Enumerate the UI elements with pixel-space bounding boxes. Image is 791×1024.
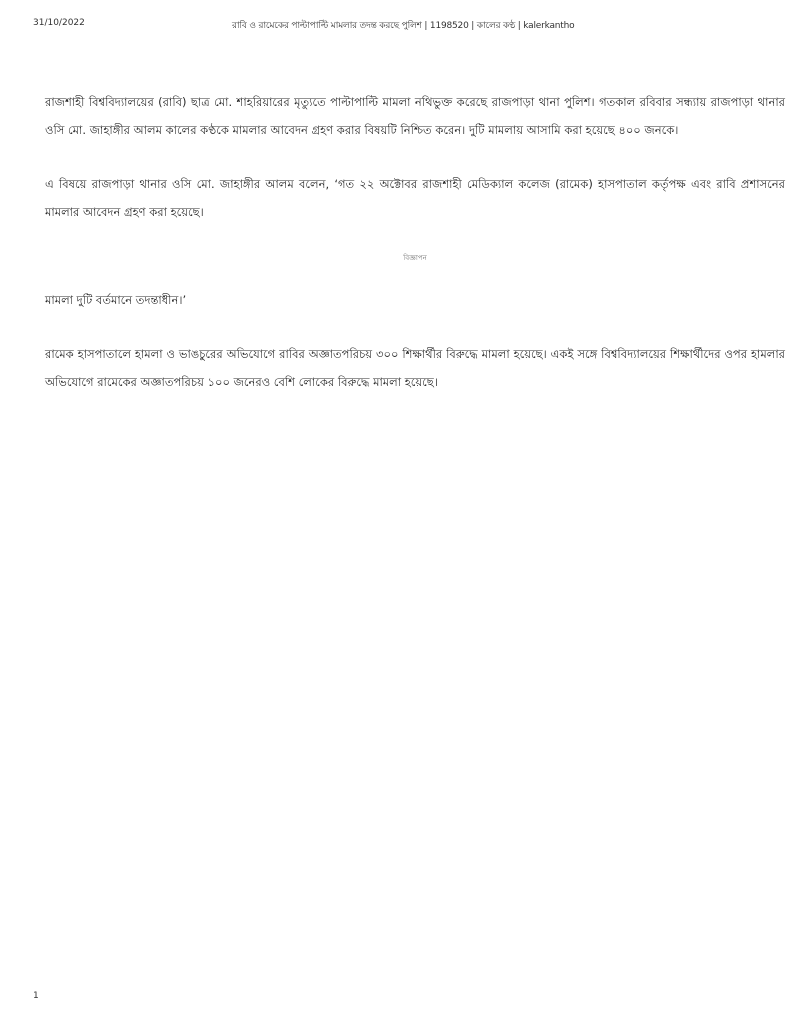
page-number: 1 [33,991,39,1001]
print-title: রাবি ও রামেকের পাল্টাপাল্টি মামলার তদন্ত করছে পুলিশ | 1198520 | কালের কণ্ঠ | kalerkantho [232,21,575,31]
article-body [45,88,785,422]
article-paragraph: মামলা দুটি বর্তমানে তদন্তাধীন।’ [45,293,187,307]
print-header [0,18,791,34]
print-date: 31/10/2022 [33,18,85,28]
article-paragraph: রাজশাহী বিশ্ববিদ্যালয়ের (রাবি) ছাত্র মো. শাহরিয়ারের মৃত্যুতে পাল্টাপাল্টি মামলা নথিভুক্ত করেছে রাজপাড়া থানা পুলিশ। গতকাল রবিবার সন্ধ্যায় রাজপাড়া থানার ওসি মো. জাহাঙ্গীর আলম কালের কণ্ঠকে মামলার আবেদন গ্রহণ করার বিষয়টি নিশ্চিত করেন। দুটি মামলায় আসামি করা হয়েছে ৪০০ জনকে। [45,95,785,137]
article-paragraph: রামেক হাসপাতালে হামলা ও ভাঙচুরের অভিযোগে রাবির অজ্ঞাতপরিচয় ৩০০ শিক্ষার্থীর বিরুদ্ধে মামলা হয়েছে। একই সঙ্গে বিশ্ববিদ্যালয়ের শিক্ষার্থীদের ওপর হামলার অভিযোগে রামেকের অজ্ঞাতপরিচয় ১০০ জনেরও বেশি লোকের বিরুদ্ধে মামলা হয়েছে। [45,347,785,389]
advertisement-label: বিজ্ঞাপন [403,254,427,262]
article-paragraph: এ বিষয়ে রাজপাড়া থানার ওসি মো. জাহাঙ্গীর আলম বলেন, ‘গত ২২ অক্টোবর রাজশাহী মেডিক্যাল কলেজ (রামেক) হাসপাতাল কর্তৃপক্ষ এবং রাবি প্রশাসনের মামলার আবেদন গ্রহণ করা হয়েছে। [45,177,785,219]
